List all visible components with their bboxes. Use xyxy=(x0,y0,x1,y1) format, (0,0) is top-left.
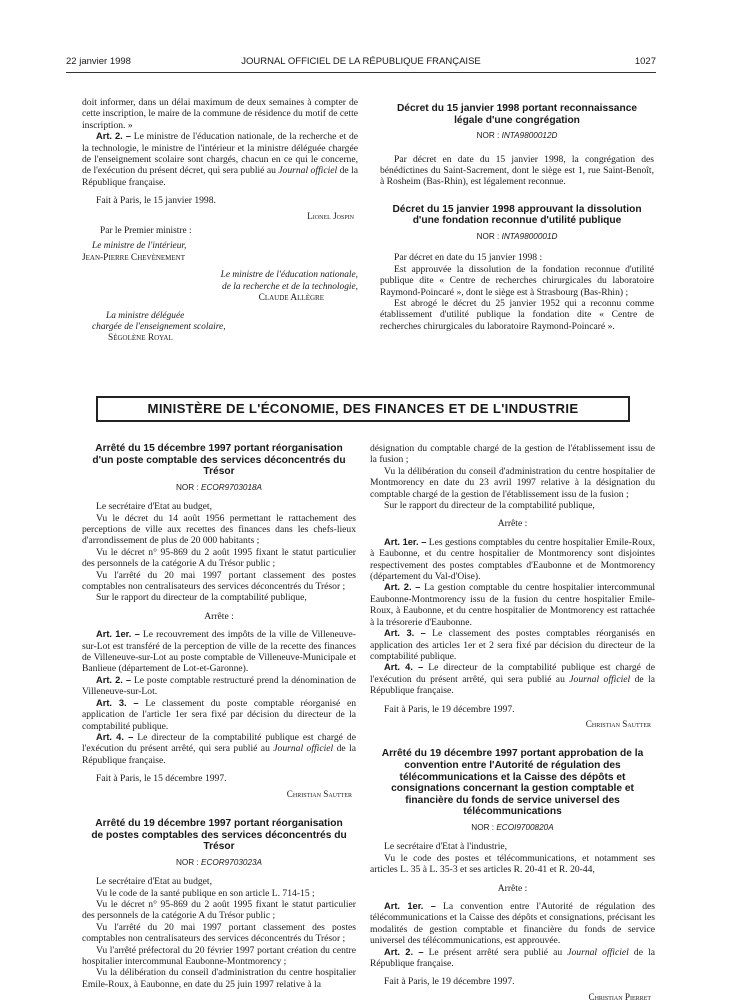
minister-education-name: Claude Allègre xyxy=(258,293,324,304)
top-left-column xyxy=(82,97,358,345)
decree-paragraph: Par décret en date du 15 janvier 1998 : xyxy=(394,252,543,264)
nor-code: ECOI9700820A xyxy=(496,822,554,832)
signature: Christian Pierret xyxy=(588,991,651,1002)
article-label: Art. 4. – xyxy=(384,662,424,673)
visa: Vu le décret n° 95-869 du 2 août 1995 fixant le statut particulier des personnels de la catégorie A du Trésor public ; xyxy=(82,546,356,570)
fait-a-paris: Fait à Paris, le 15 janvier 1998. xyxy=(96,195,216,207)
visa: Vu l'arrêté du 20 mai 1997 portant classement des postes comptables non centralisateurs des services déconcentrés du Trésor ; xyxy=(82,921,356,945)
minister-interior-title: Le ministre de l'intérieur, xyxy=(92,241,187,252)
arrete-label: Arrête : xyxy=(497,518,528,530)
minister-delegate-title-2: chargée de l'enseignement scolaire, xyxy=(92,321,226,332)
article-2 xyxy=(82,675,356,698)
countersignatures xyxy=(82,226,358,345)
article-text: Les gestions comptables du centre hospitalier Emile-Roux, à Eaubonne, et du centre hospitalier de Montmorency sont disjointes respectivement des postes comptables d'Eaubonne et de Montmorency (département du Val-d'Oise). xyxy=(370,536,655,583)
minister-education-title-2: de la recherche et de la technologie, xyxy=(222,281,358,292)
article-label: Art. 3. – xyxy=(96,697,139,708)
article-text: Le directeur de la comptabilité publique est chargé de l'exécution du présent arrêté, qui sera publié au xyxy=(82,731,356,755)
article-text: Le directeur de la comptabilité publique est chargé de l'exécution du présent arrêté, qui sera publié au xyxy=(370,662,655,685)
signature: Christian Sautter xyxy=(286,788,352,799)
header-journal-title: JOURNAL OFFICIEL DE LA RÉPUBLIQUE FRANÇAISE xyxy=(241,56,481,67)
article-3 xyxy=(82,698,356,732)
arrete-title: Arrêté du 19 décembre 1997 portant réorganisation de postes comptables des services déconcentrés du Trésor xyxy=(91,817,347,853)
journal-officiel-italic: Journal officiel xyxy=(273,743,334,755)
journal-officiel-italic: Journal officiel xyxy=(567,946,629,958)
article-2 xyxy=(370,582,655,628)
arrete-label: Arrête : xyxy=(204,610,234,622)
article-text: Le poste comptable restructuré prend la dénomination de Villeneuve-sur-Lot. xyxy=(82,674,356,698)
journal-officiel-italic: Journal officiel xyxy=(569,673,631,685)
arrete-label: Arrête : xyxy=(497,882,528,894)
minister-delegate-title-1: La ministre déléguée xyxy=(106,310,185,321)
visa: Sur le rapport du directeur de la comptabilité publique, xyxy=(96,592,307,604)
article-label: Art. 2. – xyxy=(384,582,421,593)
signature: Christian Sautter xyxy=(585,718,651,729)
par-le-premier-ministre: Par le Premier ministre : xyxy=(100,226,192,237)
minister-delegate-name: Ségolène Royal xyxy=(108,333,173,344)
visa: Sur le rapport du directeur de la comptabilité publique, xyxy=(384,500,595,512)
bottom-left-column xyxy=(82,443,356,990)
visa: Vu la délibération du conseil d'administration du centre hospitalier Emile-Roux, à Eaubonne, en date du 25 juin 1997 relative à la xyxy=(82,967,356,990)
fait-a-paris: Fait à Paris, le 19 décembre 1997. xyxy=(384,976,515,988)
article-4 xyxy=(370,662,655,696)
fait-a-paris: Fait à Paris, le 15 décembre 1997. xyxy=(96,773,227,785)
nor-code: INTA9800001D xyxy=(501,232,558,241)
article-text: Le classement des postes comptables réorganisés en application des articles 1er et 2 sera fixé par décision du directeur de la comptabilité publique. xyxy=(370,628,656,662)
visa: Vu le code des postes et télécommunications, et notamment ses articles L. 35 à L. 35-3 et ses articles R. 20-41 et R. 20-44, xyxy=(370,852,655,876)
visa: Le secrétaire d'Etat au budget, xyxy=(96,501,212,513)
decree-text: Par décret en date du 15 janvier 1998, la congrégation des bénédictines du Saint-Sacrement, dont le siège est 1, rue Saint-Benoît, à Rosheim (Bas-Rhin), est légalement reconnue. xyxy=(380,153,654,188)
nor-reference xyxy=(82,482,356,493)
visa: Le secrétaire d'Etat au budget, xyxy=(96,876,212,888)
decree-title: Décret du 15 janvier 1998 portant reconnaissance légale d'une congrégation xyxy=(396,103,638,126)
minister-interior-name: Jean-Pierre Chevènement xyxy=(82,252,186,263)
header-date: 22 janvier 1998 xyxy=(66,56,131,67)
decree-paragraph: Est abrogé le décret du 25 janvier 1952 qui a reconnu comme établissement d'utilité publique la fondation dite « Centre de recherches chirurgicales du laboratoire Raymond-Poincaré ». xyxy=(380,298,654,332)
page-header xyxy=(66,56,656,70)
article-4 xyxy=(82,732,356,766)
article-label: Art. 2. – xyxy=(384,946,424,957)
article-text: Le ministre de l'éducation nationale, de la recherche et de la technologie, le ministre de l'intérieur et la ministre déléguée chargée de l'enseignement scolaire sont chargés, chacun en ce qui le concerne, de l'exécution du présent décret, qui sera publié au xyxy=(82,131,358,177)
article-text: Le recouvrement des impôts de la ville de Villeneuve-sur-Lot est transféré de la perception de ville de la recette des finances de Villeneuve-sur-Lot au poste comptable de Villeneuve-Municipale et Banlieue (département de Lot-et-Garonne). xyxy=(82,629,356,675)
article-2 xyxy=(370,947,655,970)
nor-reference xyxy=(370,822,655,833)
article-label: Art. 1er. – xyxy=(384,536,427,547)
nor-code: INTA9800012D xyxy=(501,131,558,141)
nor-label: NOR : xyxy=(175,482,202,492)
article-3 xyxy=(370,628,655,662)
visa: Vu le décret du 14 août 1956 permettant le rattachement des perceptions de ville aux recettes des finances dans les chefs-lieux d'arrondissement de plus de 20 000 habitants ; xyxy=(82,512,356,547)
article-text-end: de la République française. xyxy=(370,673,655,697)
minister-education-title-1: Le ministre de l'éducation nationale, xyxy=(220,270,358,281)
header-rule xyxy=(66,72,656,73)
nor-label: NOR : xyxy=(175,857,202,867)
article-label: Art. 1er. – xyxy=(384,900,436,911)
nor-reference xyxy=(380,231,654,242)
article-1 xyxy=(82,629,356,675)
visa: Vu la délibération du conseil d'administration du centre hospitalier de Montmorency en date du 23 avril 1997 relative à la désignation du comptable chargé de la gestion de l'établissement issu de la fusion ; xyxy=(370,465,655,500)
nor-code: ECOR9703018A xyxy=(201,482,263,492)
article-text-end: de la République française. xyxy=(82,165,358,188)
article-label: Art. 2. – xyxy=(96,131,131,142)
article-text-end: de la République française. xyxy=(82,743,356,766)
arrete-title: Arrêté du 15 décembre 1997 portant réorganisation d'un poste comptable des services déconcentrés du Trésor xyxy=(92,443,346,478)
header-page-number: 1027 xyxy=(634,56,656,67)
top-right-column xyxy=(380,103,654,332)
article-text: La gestion comptable du centre hospitalier intercommunal Eaubonne-Montmorency issu de la fusion du centre hospitalier Emile-Roux, à Eaubonne, et du centre hospitalier de Montmorency est rattachée à la trésorerie d'Eaubonne. xyxy=(370,582,655,628)
nor-label: NOR : xyxy=(476,131,502,141)
article-2 xyxy=(82,131,358,188)
article-label: Art. 1er. – xyxy=(96,629,140,640)
decree-paragraph: Est approuvée la dissolution de la fondation reconnue d'utilité publique dite « Centre de recherches chirurgicales du laboratoire Raymond-Poincaré », dont le siège est à Strasbourg (Bas-Rhin) ; xyxy=(380,263,654,298)
visa-continued: désignation du comptable chargé de la gestion de l'établissement issu de la fusion ; xyxy=(370,443,655,466)
nor-code: ECOR9703023A xyxy=(201,857,263,867)
article-label: Art. 3. – xyxy=(384,628,426,639)
paragraph: doit informer, dans un délai maximum de deux semaines à compter de cette inscription, le maire de la commune de résidence du motif de cette inscription. » xyxy=(82,97,358,131)
visa: Vu l'arrêté préfectoral du 20 février 1997 portant création du centre hospitalier intercommunal Eaubonne-Montmorency ; xyxy=(82,944,356,967)
article-text: Le classement du poste comptable réorganisé en application de l'article 1er sera fixé par décision du directeur de la comptabilité publique. xyxy=(82,697,356,732)
article-1 xyxy=(370,537,655,583)
nor-reference xyxy=(82,857,356,868)
bottom-right-column xyxy=(370,443,655,1003)
nor-reference xyxy=(380,130,654,141)
journal-officiel-italic: Journal officiel xyxy=(278,165,338,177)
visa: Le secrétaire d'Etat à l'industrie, xyxy=(384,841,508,853)
article-1 xyxy=(370,901,655,947)
article-label: Art. 2. – xyxy=(96,674,132,685)
arrete-title: Arrêté du 19 décembre 1997 portant approbation de la convention entre l'Autorité de régulation des télécommunications et la Caisse des dépôts et consignations concernant la gestion comptable et financière du fonds de service universel des télécommunications xyxy=(381,748,644,818)
nor-label: NOR : xyxy=(476,232,502,241)
decree-title: Décret du 15 janvier 1998 approuvant la dissolution d'une fondation reconnue d'utilité publique xyxy=(392,203,642,227)
ministry-banner: MINISTÈRE DE L'ÉCONOMIE, DES FINANCES ET DE L'INDUSTRIE xyxy=(96,396,630,422)
article-text-end: de la République française. xyxy=(370,946,655,969)
visa: Vu le code de la santé publique en son article L. 714-15 ; xyxy=(96,887,315,899)
article-text: Le présent arrêté sera publié au xyxy=(423,946,568,958)
visa: Vu le décret n° 95-869 du 2 août 1995 fixant le statut particulier des personnels de la catégorie A du Trésor public ; xyxy=(82,898,356,922)
visa: Vu l'arrêté du 20 mai 1997 portant classement des postes comptables non centralisateurs des services déconcentrés du Trésor ; xyxy=(82,569,356,593)
article-text: La convention entre l'Autorité de régulation des télécommunications et la Caisse des dépôts et consignations, précisant les modalités de gestion comptable et financière du fonds de service universel des télécommunications, est approuvée. xyxy=(370,900,655,947)
fait-a-paris: Fait à Paris, le 19 décembre 1997. xyxy=(384,703,515,715)
article-label: Art. 4. – xyxy=(96,731,134,742)
nor-label: NOR : xyxy=(471,822,497,832)
signature-prime-minister: Lionel Jospin xyxy=(307,210,354,221)
